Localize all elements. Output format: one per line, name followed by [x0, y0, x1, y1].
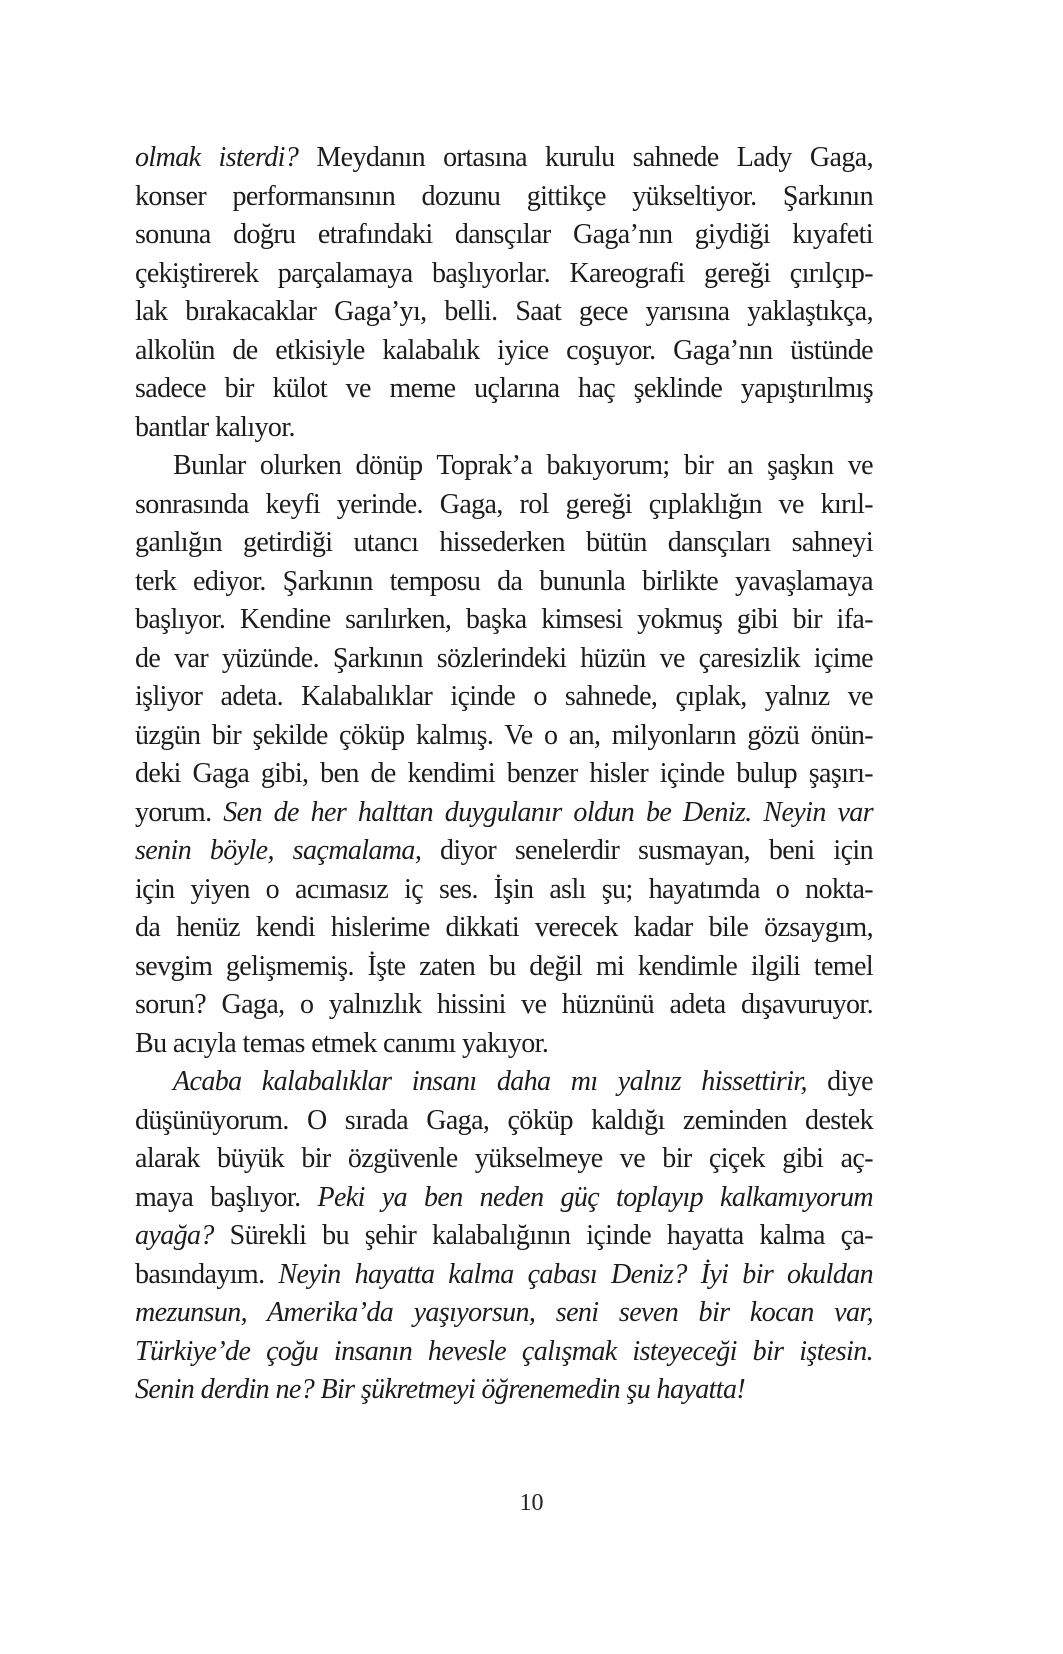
- text-line: [135, 293, 873, 332]
- text-line: [135, 832, 873, 871]
- text-segment: sonuna doğru etrafındaki dansçılar Gaga’nın giydiği kıyafeti: [135, 219, 873, 250]
- text-line: [135, 1102, 873, 1141]
- text-line: [135, 178, 873, 217]
- italic-inner-voice: ayağa?: [135, 1220, 214, 1251]
- text-line: [135, 1217, 873, 1256]
- text-segment: işliyor adeta. Kalabalıklar içinde o sahnede, çıplak, yalnız ve: [135, 681, 873, 712]
- text-line: [135, 563, 873, 602]
- book-page-body: [135, 139, 873, 1410]
- paragraph-2: [135, 447, 873, 1063]
- italic-inner-voice: Neyin hayatta kalma çabası Deniz? İyi bir okuldan: [278, 1258, 874, 1290]
- text-segment: sevgim gelişmemiş. İşte zaten bu değil mi kendimle ilgili temel: [135, 950, 873, 982]
- page-number: 10: [519, 1490, 544, 1516]
- text-segment: Sürekli bu şehir kalabalığının içinde hayatta kalma ça-: [213, 1220, 873, 1251]
- text-segment: çekiştirerek parçalamaya başlıyorlar. Kareografi gereği çırılçıp-: [135, 257, 873, 289]
- text-line: [135, 1025, 873, 1064]
- italic-inner-voice: Türkiye’de çoğu insanın hevesle çalışmak isteyeceği bir iştesin.: [135, 1335, 873, 1367]
- text-segment: Meydanın ortasına kurulu sahnede Lady Gaga,: [298, 142, 873, 173]
- text-line: [135, 409, 873, 448]
- text-line: [135, 717, 873, 756]
- text-segment: düşünüyorum. O sırada Gaga, çöküp kaldığı zeminden destek: [135, 1104, 873, 1136]
- italic-inner-voice: olmak isterdi?: [135, 142, 299, 173]
- text-segment: başlıyor. Kendine sarılırken, başka kimsesi yokmuş gibi bir ifa-: [135, 604, 873, 635]
- text-line: [135, 1063, 873, 1102]
- paragraph-3: [135, 1063, 873, 1410]
- italic-inner-voice: Sen de her halttan duygulanır oldun be Deniz. Neyin var: [223, 796, 873, 828]
- text-line: [135, 601, 873, 640]
- italic-inner-voice: Peki ya ben neden güç toplayıp kalkamıyorum: [317, 1181, 873, 1213]
- text-line: [135, 1333, 873, 1372]
- text-segment: terk ediyor. Şarkının temposu da bununla birlikte yavaşlamaya: [135, 565, 873, 597]
- text-segment: bantlar kalıyor.: [135, 411, 295, 443]
- text-line: [135, 1140, 873, 1179]
- text-line: [135, 640, 873, 679]
- text-line: [135, 986, 873, 1025]
- text-segment: basındayım.: [135, 1258, 279, 1290]
- text-line: [135, 794, 873, 833]
- text-segment: yorum.: [135, 796, 224, 828]
- text-segment: sonrasında keyfi yerinde. Gaga, rol gereği çıplaklığın ve kırıl-: [135, 488, 873, 520]
- italic-inner-voice: mezunsun, Amerika’da yaşıyorsun, seni seven bir kocan var,: [135, 1297, 873, 1328]
- italic-inner-voice: Senin derdin ne? Bir şükretmeyi öğrenemedin şu hayatta!: [135, 1374, 746, 1405]
- text-segment: konser performansının dozunu gittikçe yükseltiyor. Şarkının: [135, 180, 873, 212]
- text-line: [135, 370, 873, 409]
- text-line: [135, 139, 873, 178]
- text-line: [135, 678, 873, 717]
- text-segment: lak bırakacaklar Gaga’yı, belli. Saat gece yarısına yaklaştıkça,: [135, 296, 873, 327]
- text-line: [135, 909, 873, 948]
- text-line: [135, 1179, 873, 1218]
- text-segment: alkolün de etkisiyle kalabalık iyice coşuyor. Gaga’nın üstünde: [135, 334, 873, 366]
- italic-inner-voice: senin böyle, saçmalama,: [135, 835, 422, 866]
- text-segment: diye: [806, 1066, 873, 1097]
- text-line: [135, 255, 873, 294]
- text-line: [135, 1294, 873, 1333]
- text-segment: Bunlar olurken dönüp Toprak’a bakıyorum; bir an şaşkın ve: [173, 450, 873, 481]
- text-segment: için yiyen o acımasız iç ses. İşin aslı şu; hayatımda o nokta-: [135, 873, 873, 905]
- text-segment: da henüz kendi hislerime dikkati verecek kadar bile özsaygım,: [135, 912, 873, 943]
- text-line: [135, 871, 873, 910]
- text-line: [135, 332, 873, 371]
- text-line: [135, 1256, 873, 1295]
- text-segment: sadece bir külot ve meme uçlarına haç şeklinde yapıştırılmış: [135, 373, 873, 404]
- text-segment: deki Gaga gibi, ben de kendimi benzer hisler içinde bulup şaşırı-: [135, 758, 873, 789]
- paragraph-1: [135, 139, 873, 447]
- text-segment: Bu acıyla temas etmek canımı yakıyor.: [135, 1027, 549, 1059]
- text-line: [135, 1371, 873, 1410]
- text-segment: sorun? Gaga, o yalnızlık hissini ve hüznünü adeta dışavuruyor.: [135, 989, 873, 1020]
- text-line: [135, 447, 873, 486]
- text-segment: üzgün bir şekilde çöküp kalmış. Ve o an, milyonların gözü önün-: [135, 719, 873, 751]
- text-line: [135, 755, 873, 794]
- text-line: [135, 524, 873, 563]
- text-line: [135, 216, 873, 255]
- text-line: [135, 486, 873, 525]
- text-segment: de var yüzünde. Şarkının sözlerindeki hüzün ve çaresizlik içime: [135, 642, 873, 674]
- text-segment: diyor senelerdir susmayan, beni için: [421, 835, 873, 866]
- text-segment: ganlığın getirdiği utancı hissederken bütün dansçıları sahneyi: [135, 527, 873, 558]
- text-segment: alarak büyük bir özgüvenle yükselmeye ve bir çiçek gibi aç-: [135, 1143, 873, 1174]
- italic-inner-voice: Acaba kalabalıklar insanı daha mı yalnız hissettirir,: [173, 1066, 807, 1097]
- text-line: [135, 948, 873, 987]
- text-segment: maya başlıyor.: [135, 1181, 318, 1213]
